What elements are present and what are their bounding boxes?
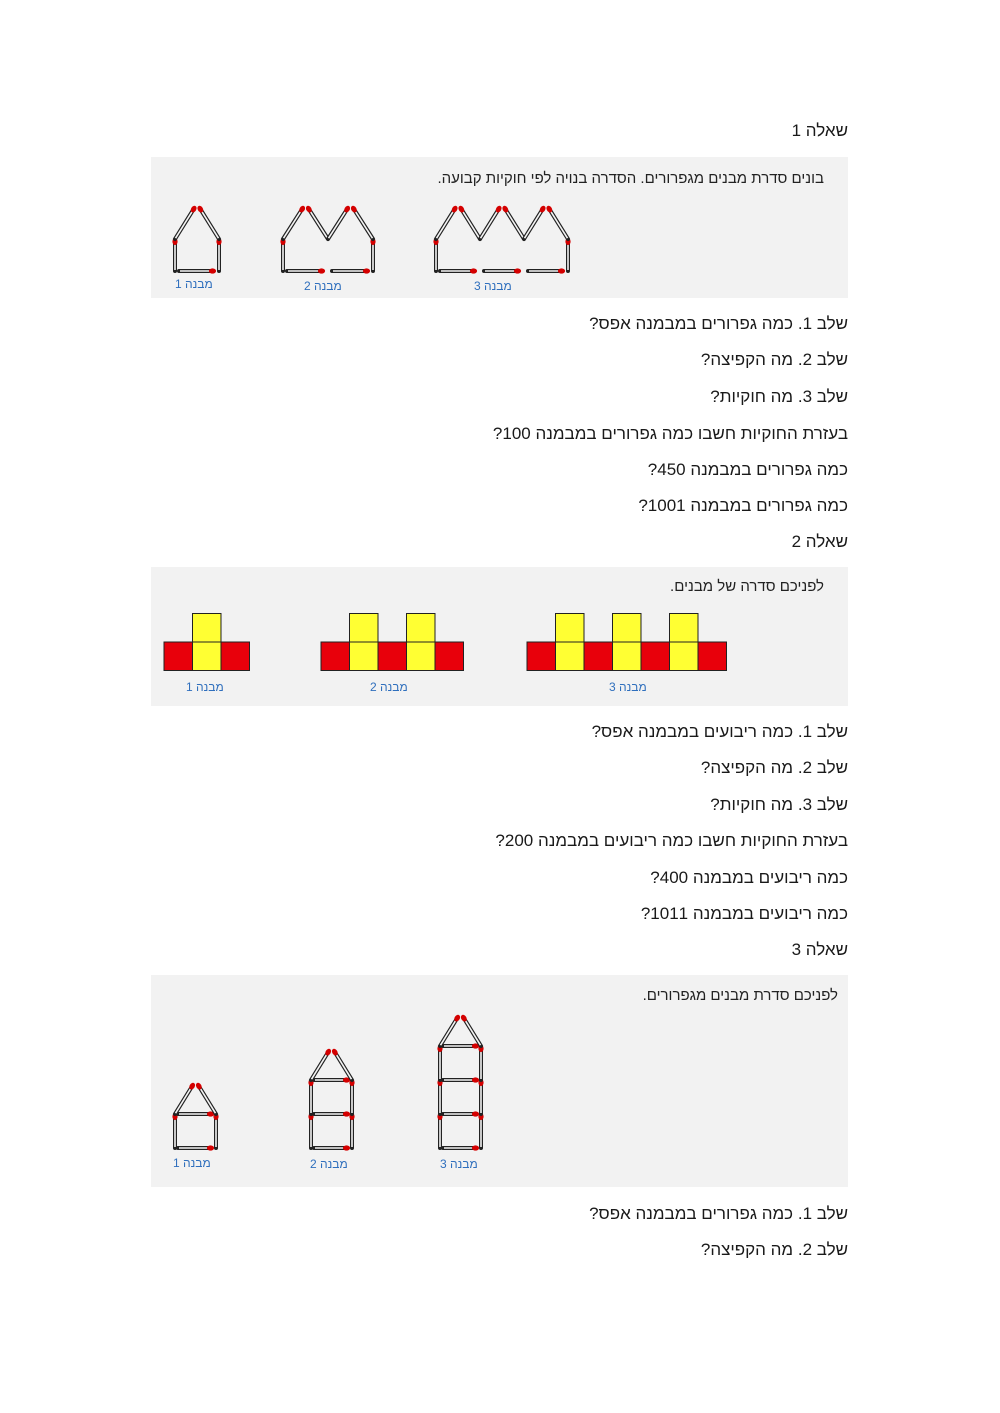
q1-question-2: שלב 2. מה הקפיצה?	[700, 350, 848, 369]
matchstick	[480, 205, 503, 239]
matchstick	[460, 1014, 481, 1046]
matchstick	[437, 1079, 442, 1114]
caption-structure-2: מבנה 2	[304, 279, 342, 293]
q1-question-1: שלב 1. כמה גפרורים במבמנה אפס?	[589, 314, 848, 333]
caption-structure-1: מבנה 1	[173, 1156, 211, 1170]
question-1-title: שאלה 1	[791, 121, 848, 140]
matchstick	[443, 1111, 479, 1116]
q1-question-4: בעזרת החוקיות חשבו כמה גפרורים במבמנה 100?	[492, 424, 848, 443]
yellow-square	[407, 642, 436, 671]
red-square	[698, 642, 727, 671]
q1-question-6: כמה גפרורים במבמנה 1001?	[638, 496, 848, 515]
matchstick	[332, 268, 370, 273]
q1-question-3: שלב 3. מה חוקיות?	[710, 387, 848, 406]
matchstick	[287, 268, 325, 273]
caption-structure-2: מבנה 2	[310, 1157, 348, 1171]
question-2-panel-text: לפניכם סדרה של מבנים.	[670, 578, 824, 595]
matchstick	[308, 1113, 313, 1148]
q2-question-5: כמה ריבועים במבמנה 400?	[650, 868, 848, 887]
matchstick	[565, 238, 570, 271]
red-square	[527, 642, 556, 671]
matchstick-houses-figure	[151, 157, 848, 298]
matchstick	[314, 1145, 350, 1150]
question-2-title: שאלה 2	[791, 532, 848, 551]
matchstick	[478, 1079, 483, 1114]
yellow-square	[670, 642, 699, 671]
caption-structure-1: מבנה 1	[186, 680, 224, 694]
caption-structure-2: מבנה 2	[370, 680, 408, 694]
question-3-title: שאלה 3	[791, 940, 848, 959]
yellow-square	[670, 614, 699, 643]
matchstick	[196, 205, 219, 239]
red-square	[378, 642, 407, 671]
yellow-square	[350, 642, 379, 671]
red-square	[221, 642, 250, 671]
red-square	[164, 642, 193, 671]
yellow-square	[350, 614, 379, 643]
squares-structures-figure	[151, 567, 848, 706]
matchstick	[440, 268, 477, 273]
caption-structure-3: מבנה 3	[440, 1157, 478, 1171]
q2-question-1: שלב 1. כמה ריבועים במבמנה אפס?	[591, 722, 848, 741]
matchstick	[314, 1111, 350, 1116]
matchstick	[178, 1145, 214, 1150]
matchstick	[436, 205, 459, 239]
matchstick	[195, 1082, 216, 1114]
matchstick	[172, 238, 177, 271]
red-square	[435, 642, 464, 671]
q2-question-4: בעזרת החוקיות חשבו כמה ריבועים במבמנה 200?	[495, 831, 848, 850]
matchstick	[370, 238, 375, 271]
matchstick	[349, 1113, 354, 1148]
q3-question-1: שלב 1. כמה גפרורים במבמנה אפס?	[589, 1204, 848, 1223]
matchstick	[528, 268, 565, 273]
question-1-panel	[151, 157, 848, 298]
matchstick	[331, 1048, 352, 1080]
q1-question-5: כמה גפרורים במבמנה 450?	[647, 460, 848, 479]
matchstick	[172, 1113, 177, 1148]
matchstick	[283, 205, 306, 239]
matchstick	[478, 1045, 483, 1080]
q2-question-2: שלב 2. מה הקפיצה?	[700, 758, 848, 777]
yellow-square	[407, 614, 436, 643]
matchstick	[216, 238, 221, 271]
matchstick-towers-figure	[151, 975, 848, 1187]
yellow-square	[193, 614, 222, 643]
matchstick	[437, 1113, 442, 1148]
matchstick	[179, 268, 216, 273]
matchstick	[328, 205, 351, 239]
caption-structure-1: מבנה 1	[175, 277, 213, 291]
matchstick	[501, 205, 524, 239]
red-square	[321, 642, 350, 671]
matchstick	[457, 205, 480, 239]
matchstick	[311, 1048, 332, 1080]
q2-question-3: שלב 3. מה חוקיות?	[710, 795, 848, 814]
matchstick	[437, 1045, 442, 1080]
question-1-panel-text: בונים סדרת מבנים מגפרורים. הסדרה בנויה לפי חוקיות קבועה.	[437, 170, 824, 187]
yellow-square	[613, 642, 642, 671]
matchstick	[178, 1111, 214, 1116]
yellow-square	[193, 642, 222, 671]
matchstick	[350, 205, 373, 239]
matchstick	[545, 205, 568, 239]
matchstick	[308, 1079, 313, 1114]
yellow-square	[556, 642, 585, 671]
matchstick	[524, 205, 547, 239]
q2-question-6: כמה ריבועים במבמנה 1011?	[640, 904, 848, 923]
matchstick	[213, 1113, 218, 1148]
matchstick	[443, 1077, 479, 1082]
matchstick	[478, 1113, 483, 1148]
red-square	[641, 642, 670, 671]
question-3-panel-text: לפניכם סדרת מבנים מגפרורים.	[642, 987, 838, 1004]
matchstick	[484, 268, 521, 273]
matchstick	[443, 1145, 479, 1150]
question-2-panel	[151, 567, 848, 706]
matchstick	[440, 1014, 461, 1046]
matchstick	[175, 205, 198, 239]
caption-structure-3: מבנה 3	[474, 279, 512, 293]
matchstick	[280, 238, 285, 271]
yellow-square	[613, 614, 642, 643]
caption-structure-3: מבנה 3	[609, 680, 647, 694]
matchstick	[175, 1082, 196, 1114]
matchstick	[349, 1079, 354, 1114]
matchstick	[305, 205, 328, 239]
yellow-square	[556, 614, 585, 643]
q3-question-2: שלב 2. מה הקפיצה?	[700, 1240, 848, 1259]
matchstick	[443, 1043, 479, 1048]
matchstick	[433, 238, 438, 271]
red-square	[584, 642, 613, 671]
matchstick	[314, 1077, 350, 1082]
question-3-panel	[151, 975, 848, 1187]
